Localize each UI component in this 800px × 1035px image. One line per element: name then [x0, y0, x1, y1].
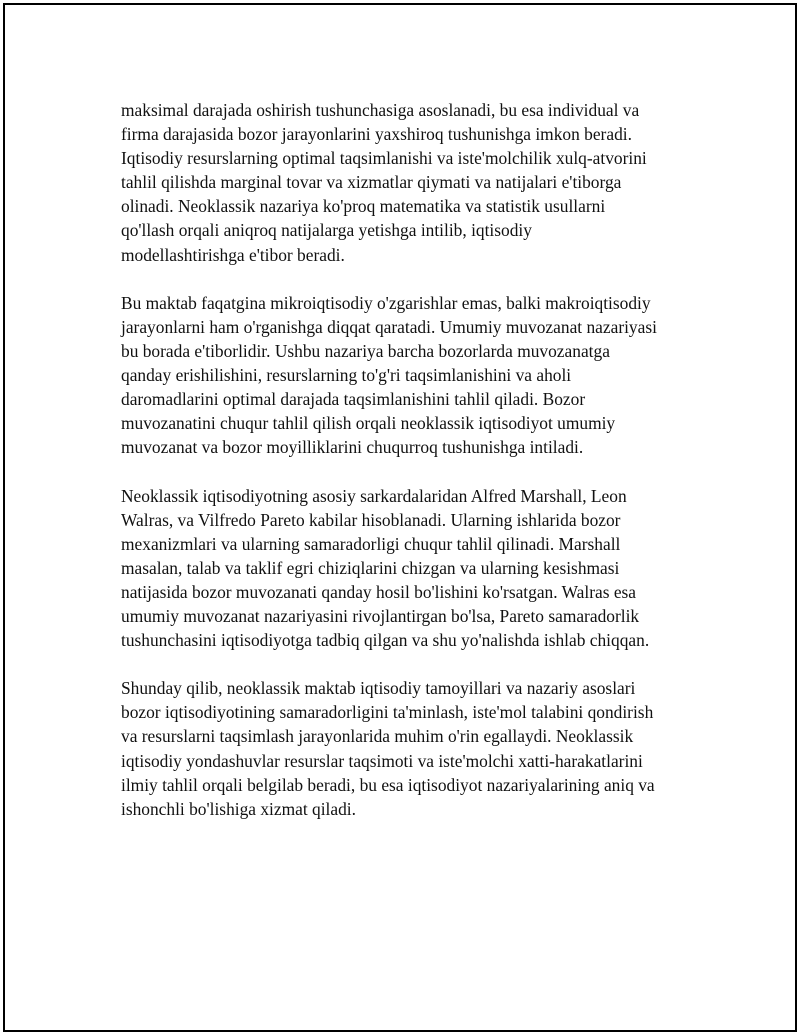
- text-line: olinadi. Neoklassik nazariya ko'proq matematika va statistik usullarni: [121, 196, 606, 217]
- text-line: Iqtisodiy resurslarning optimal taqsimlanishi va iste'molchilik xulq-atvorini: [121, 148, 647, 169]
- document-body: [121, 98, 701, 845]
- text-line: umumiy muvozanat nazariyasini rivojlantirgan bo'lsa, Pareto samaradorlik: [121, 605, 640, 626]
- page-frame: [3, 3, 797, 1032]
- text-line: bozor iqtisodiyotining samaradorligini ta'minlash, iste'mol talabini qondirish: [121, 702, 654, 723]
- text-line: bu borada e'tiborlidir. Ushbu nazariya barcha bozorlarda muvozanatga: [121, 340, 610, 361]
- text-line: jarayonlarni ham o'rganishga diqqat qaratadi. Umumiy muvozanat nazariyasi: [121, 316, 657, 337]
- text-line: firma darajasida bozor jarayonlarini yaxshiroq tushunishga imkon beradi.: [121, 124, 632, 145]
- text-line: Neoklassik iqtisodiyotning asosiy sarkardalaridan Alfred Marshall, Leon: [121, 485, 627, 506]
- text-line: qanday erishilishini, resurslarning to'g'ri taqsimlanishini va aholi: [121, 365, 572, 386]
- text-line: Shunday qilib, neoklassik maktab iqtisodiy tamoyillari va nazariy asoslari: [121, 678, 636, 699]
- text-line: Walras, va Vilfredo Pareto kabilar hisoblanadi. Ularning ishlarida bozor: [121, 509, 621, 530]
- text-line: va resurslarni taqsimlash jarayonlarida muhim o'rin egallaydi. Neoklassik: [121, 726, 634, 747]
- text-line: daromadlarini optimal darajada taqsimlanishini tahlil qiladi. Bozor: [121, 389, 586, 410]
- text-line: Bu maktab faqatgina mikroiqtisodiy o'zgarishlar emas, balki makroiqtisodiy: [121, 292, 651, 313]
- text-line: tahlil qilishda marginal tovar va xizmatlar qiymati va natijalari e'tiborga: [121, 172, 622, 193]
- text-line: mexanizmlari va ularning samaradorligi chuqur tahlil qilinadi. Marshall: [121, 533, 621, 554]
- text-line: iqtisodiy yondashuvlar resurslar taqsimoti va iste'molchi xatti-harakatlarini: [121, 750, 643, 771]
- paragraph-2: [121, 291, 701, 460]
- text-line: muvozanat va bozor moyilliklarini chuqurroq tushunishga intiladi.: [121, 437, 584, 458]
- paragraph-1: [121, 98, 701, 267]
- text-line: modellashtirishga e'tibor beradi.: [121, 244, 345, 265]
- text-line: natijasida bozor muvozanati qanday hosil bo'lishini ko'rsatgan. Walras esa: [121, 581, 637, 602]
- paragraph-3: [121, 484, 701, 653]
- text-line: maksimal darajada oshirish tushunchasiga asoslanadi, bu esa individual va: [121, 100, 640, 120]
- text-line: tushunchasini iqtisodiyotga tadbiq qilgan va shu yo'nalishda ishlab chiqqan.: [121, 630, 650, 651]
- text-line: qo'llash orqali aniqroq natijalarga yetishga intilib, iqtisodiy: [121, 220, 532, 241]
- text-line: ishonchli bo'lishiga xizmat qiladi.: [121, 798, 356, 819]
- text-line: ilmiy tahlil orqali belgilab beradi, bu esa iqtisodiyot nazariyalarining aniq va: [121, 774, 655, 795]
- paragraph-4: [121, 676, 701, 821]
- text-line: masalan, talab va taklif egri chiziqlarini chizgan va ularning kesishmasi: [121, 557, 620, 578]
- text-line: muvozanatini chuqur tahlil qilish orqali neoklassik iqtisodiyot umumiy: [121, 413, 616, 434]
